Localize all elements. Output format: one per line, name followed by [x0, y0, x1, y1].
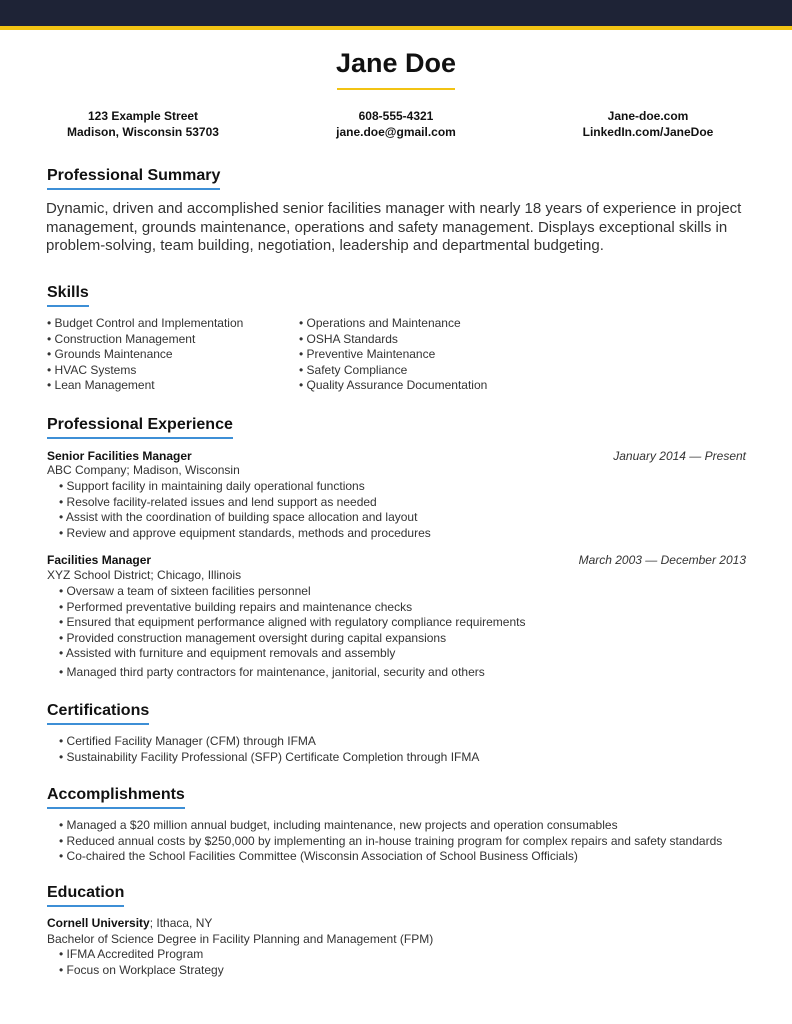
accomplishment-item: • Reduced annual costs by $250,000 by implementing an in-house training program for complex repairs and safety standards	[59, 833, 723, 848]
skill-item: • Preventive Maintenance	[299, 347, 436, 361]
education-list	[59, 947, 224, 978]
job-bullet: • Resolve facility-related issues and lend support as needed	[59, 494, 377, 509]
summary-text: Dynamic, driven and accomplished senior facilities manager with nearly 18 years of experience in project management, grounds maintenance, operations and safety management. Displays exceptional skills in problem-solving, team building, negotiation, leadership and departmental budgeting.	[46, 200, 742, 254]
candidate-name: Jane Doe	[335, 48, 457, 78]
name-underline	[337, 88, 455, 90]
education-school-line	[47, 916, 212, 932]
job-title: Senior Facilities Manager	[47, 449, 192, 463]
accomplishments-list	[59, 818, 722, 865]
skill-item: • Quality Assurance Documentation	[299, 378, 488, 392]
web-block	[570, 109, 726, 140]
skill-item: • Lean Management	[47, 378, 155, 392]
education-heading: Education	[47, 884, 124, 907]
skill-item: • Safety Compliance	[299, 362, 408, 377]
school-name: Cornell University	[47, 916, 150, 930]
education-item: • IFMA Accredited Program	[59, 947, 204, 961]
address-line2: Madison, Wisconsin 53703	[67, 124, 219, 139]
job-bullet: • Review and approve equipment standards, methods and procedures	[59, 525, 431, 540]
job-bullet: • Oversaw a team of sixteen facilities personnel	[59, 584, 311, 598]
accomplishment-item: • Managed a $20 million annual budget, including maintenance, new projects and operation consumables	[59, 818, 618, 832]
certifications-list	[59, 734, 479, 765]
certification-item: • Certified Facility Manager (CFM) through IFMA	[59, 734, 316, 748]
job-bullet: • Support facility in maintaining daily operational functions	[59, 479, 365, 493]
job-bullet: • Provided construction management oversight during capital expansions	[59, 630, 447, 645]
certification-item: • Sustainability Facility Professional (SFP) Certificate Completion through IFMA	[59, 749, 480, 764]
job-bullet: • Assist with the coordination of building space allocation and layout	[59, 510, 418, 524]
skill-item: • Grounds Maintenance	[47, 347, 173, 361]
school-location: ; Ithaca, NY	[149, 916, 213, 930]
skills-right-column	[299, 316, 487, 394]
job-bullet-extra: • Managed third party contractors for maintenance, janitorial, security and others	[59, 665, 485, 679]
email[interactable]: jane.doe@gmail.com	[336, 124, 456, 139]
job-bullet: • Assisted with furniture and equipment removals and assembly	[59, 646, 396, 660]
skill-item: • Budget Control and Implementation	[47, 316, 244, 330]
experience-heading: Professional Experience	[47, 416, 233, 439]
phone: 608-555-4321	[358, 109, 434, 123]
certifications-heading: Certifications	[47, 702, 149, 725]
job-company: XYZ School District; Chicago, Illinois	[47, 568, 242, 582]
skill-item: • OSHA Standards	[299, 331, 398, 346]
skill-item: • Construction Management	[47, 331, 196, 346]
linkedin[interactable]: LinkedIn.com/JaneDoe	[582, 124, 714, 139]
accomplishments-heading: Accomplishments	[47, 786, 185, 809]
header-bar	[0, 0, 792, 26]
job-bullets	[59, 584, 525, 662]
skill-item: • Operations and Maintenance	[299, 316, 461, 330]
website[interactable]: Jane-doe.com	[607, 109, 689, 123]
skills-heading: Skills	[47, 284, 89, 307]
header-accent-line	[0, 26, 792, 30]
education-degree: Bachelor of Science Degree in Facility Planning and Management (FPM)	[47, 932, 434, 946]
job-bullets	[59, 479, 431, 541]
address-block	[60, 109, 226, 140]
education-item: • Focus on Workplace Strategy	[59, 962, 224, 977]
accomplishment-item: • Co-chaired the School Facilities Committee (Wisconsin Association of School Business Officials)	[59, 849, 578, 863]
job-dates: January 2014 — Present	[613, 449, 746, 463]
job-company: ABC Company; Madison, Wisconsin	[47, 463, 240, 477]
skills-left-column	[47, 316, 243, 394]
job-bullet: • Performed preventative building repairs and maintenance checks	[59, 599, 413, 614]
job-title: Facilities Manager	[47, 553, 152, 567]
job-bullet: • Ensured that equipment performance aligned with regulatory compliance requirements	[59, 615, 526, 629]
skill-item: • HVAC Systems	[47, 362, 137, 377]
summary-heading: Professional Summary	[47, 167, 220, 190]
job-dates: March 2003 — December 2013	[578, 553, 746, 567]
address-line1: 123 Example Street	[87, 109, 199, 123]
phone-email-block	[316, 109, 476, 140]
